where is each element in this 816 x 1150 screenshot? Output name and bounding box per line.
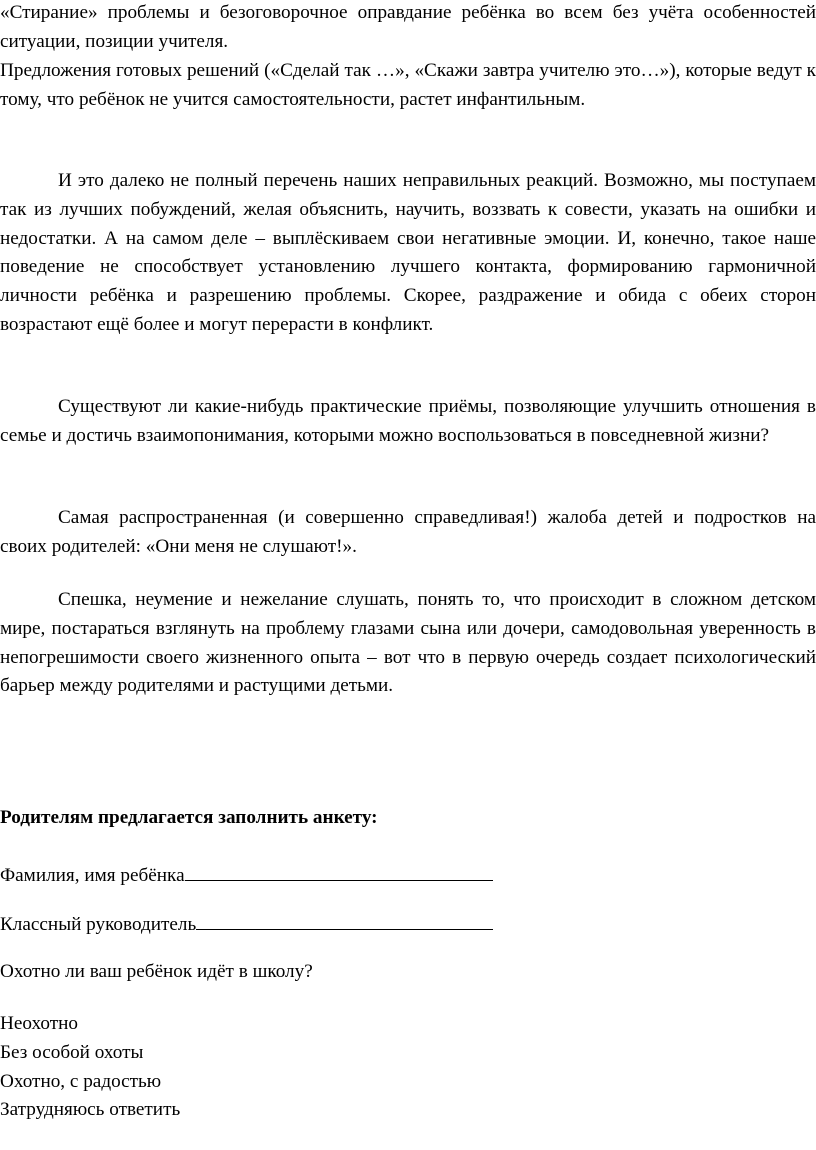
intro-paragraph-1: «Стирание» проблемы и безоговорочное оправдание ребёнка во всем без учёта особенностей ситуации, позиции учителя. (0, 2, 816, 52)
teacher-blank-line[interactable] (196, 910, 493, 930)
school-question: Охотно ли ваш ребёнок идёт в школу? (0, 961, 313, 982)
answer-option: Затрудняюсь ответить (0, 1099, 181, 1120)
body-paragraph-3: Самая распространенная (и совершенно справедливая!) жалоба детей и подростков на своих родителей: «Они меня не слушают!». (0, 507, 816, 557)
body-paragraph-1: И это далеко не полный перечень наших неправильных реакций. Возможно, мы поступаем так из лучших побуждений, желая объяснить, научить, воззвать к совести, указать на ошибки и недостатки. А на самом деле – выплёскиваем свои негативные эмоции. И, конечно, такое наше поведение не способствует установлению лучшего контакта, формированию гармоничной личности ребёнка и разрешению проблемы. Скорее, раздражение и обида с обеих сторон возрастают ещё более и могут перерасти в конфликт. (0, 170, 816, 335)
body-paragraph-2: Существуют ли какие-нибудь практические приёмы, позволяющие улучшить отношения в семье и достичь взаимопонимания, которыми можно воспользоваться в повседневной жизни? (0, 396, 816, 446)
body-paragraph-4: Спешка, неумение и нежелание слушать, понять то, что происходит в сложном детском мире, постараться взглянуть на проблему глазами сына или дочери, самодовольная уверенность в непогрешимости своего жизненного опыта – вот что в первую очередь создает психологический барьер между родителями и растущими детьми. (0, 589, 816, 697)
questionnaire-heading: Родителям предлагается заполнить анкету: (0, 807, 378, 828)
intro-paragraph-2: Предложения готовых решений («Сделай так …», «Скажи завтра учителю это…»), которые ведут к тому, что ребёнок не учится самостоятельности, растет инфантильным. (0, 60, 816, 110)
answer-option: Без особой охоты (0, 1042, 144, 1063)
child-name-blank-line[interactable] (185, 861, 493, 881)
answer-option: Охотно, с радостью (0, 1071, 162, 1092)
child-name-field-row (0, 861, 493, 888)
child-name-label: Фамилия, имя ребёнка (0, 865, 185, 886)
answer-option: Неохотно (0, 1013, 78, 1034)
teacher-label: Классный руководитель (0, 914, 197, 935)
teacher-field-row (0, 910, 493, 937)
